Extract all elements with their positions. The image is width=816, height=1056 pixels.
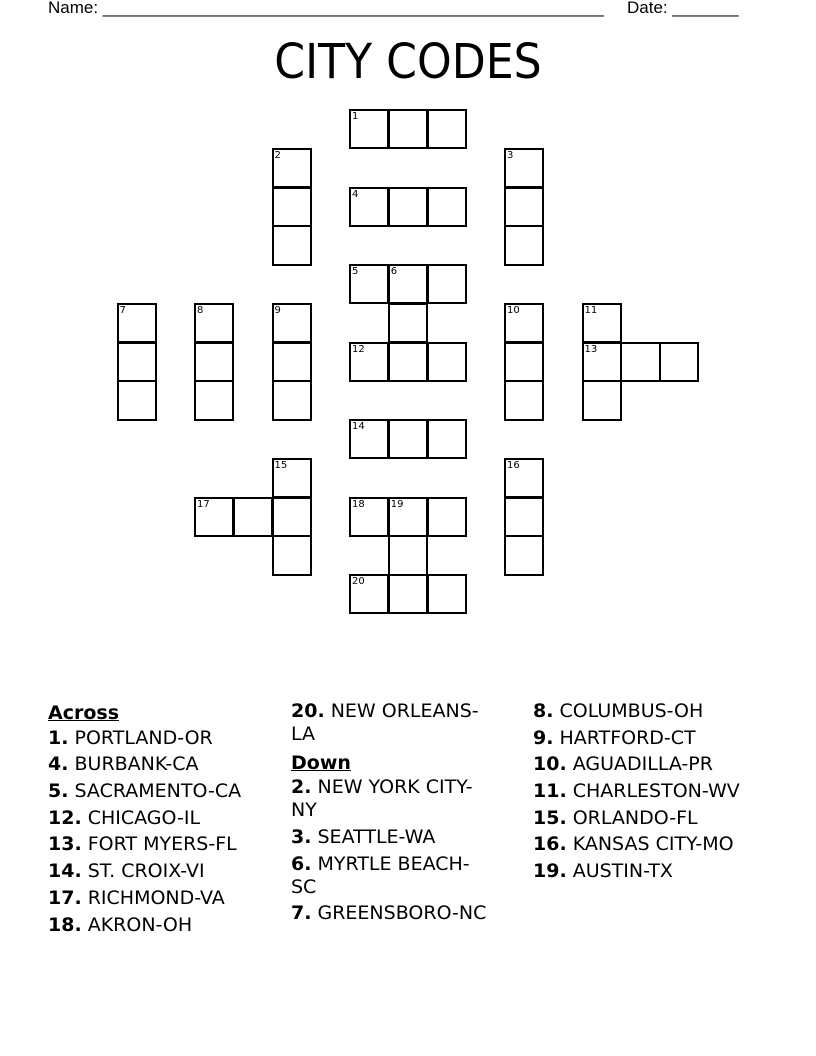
clues-column-2 <box>291 700 491 929</box>
grid-cell[interactable] <box>388 187 428 227</box>
clue-across-14: 14. ST. CROIX-VI <box>48 860 205 883</box>
grid-cell[interactable] <box>504 497 544 537</box>
grid-cell[interactable] <box>504 458 544 498</box>
grid-cell[interactable] <box>272 535 312 575</box>
grid-cell[interactable] <box>272 342 312 382</box>
clue-down-7: 7. GREENSBORO-NC <box>291 902 487 925</box>
clues-column-1 <box>48 700 283 940</box>
grid-cell[interactable] <box>388 109 428 149</box>
clue-across-17: 17. RICHMOND-VA <box>48 886 225 909</box>
grid-cell[interactable] <box>388 535 428 575</box>
clue-down-16: 16. KANSAS CITY-MO <box>533 833 734 856</box>
grid-cell[interactable] <box>388 419 428 459</box>
clue-down-10: 10. AGUADILLA-PR <box>533 753 713 776</box>
grid-cell[interactable] <box>349 264 389 304</box>
clue-number: 11 <box>584 304 598 316</box>
grid-cell[interactable] <box>504 303 544 343</box>
grid-cell[interactable] <box>388 497 428 537</box>
clue-number: 13 <box>584 343 598 355</box>
clue-number: 15 <box>274 459 288 471</box>
name-field[interactable]: Name: _____________________________________________________ <box>48 0 604 17</box>
clue-across-18: 18. AKRON-OH <box>48 913 193 936</box>
grid-cell[interactable] <box>504 187 544 227</box>
clue-number: 10 <box>507 304 520 316</box>
grid-cell[interactable] <box>427 574 467 614</box>
clue-down-6: 6. MYRTLE BEACH-SC <box>291 852 470 898</box>
grid-cell[interactable] <box>117 303 157 343</box>
grid-cell[interactable] <box>349 109 389 149</box>
clue-number: 5 <box>352 266 359 277</box>
grid-cell[interactable] <box>272 187 312 227</box>
grid-cell[interactable] <box>427 264 467 304</box>
clue-number: 20 <box>352 576 365 587</box>
clue-down-15: 15. ORLANDO-FL <box>533 806 698 829</box>
grid-cell[interactable] <box>427 109 467 149</box>
clue-down-9: 9. HARTFORD-CT <box>533 726 696 749</box>
grid-cell[interactable] <box>504 225 544 265</box>
clue-number: 12 <box>352 343 365 355</box>
grid-cell[interactable] <box>272 225 312 265</box>
grid-cell[interactable] <box>388 342 428 382</box>
clue-across-5: 5. SACRAMENTO-CA <box>48 780 242 803</box>
grid-cell[interactable] <box>194 303 234 343</box>
clue-number: 18 <box>352 498 365 510</box>
grid-cell[interactable] <box>272 458 312 498</box>
clue-number: 7 <box>119 304 126 316</box>
grid-cell[interactable] <box>117 342 157 382</box>
grid-cell[interactable] <box>582 303 622 343</box>
clue-down-19: 19. AUSTIN-TX <box>533 860 673 883</box>
clue-number: 4 <box>352 188 359 200</box>
grid-cell[interactable] <box>349 497 389 537</box>
clue-across-4: 4. BURBANK-CA <box>48 753 199 776</box>
grid-cell[interactable] <box>659 342 699 382</box>
clue-number: 8 <box>197 304 204 316</box>
clue-number: 19 <box>390 498 404 510</box>
clue-down-11: 11. CHARLESTON-WV <box>533 780 740 803</box>
clue-number: 14 <box>352 421 365 432</box>
clue-number: 17 <box>197 498 210 510</box>
clue-across-13: 13. FORT MYERS-FL <box>48 833 237 856</box>
grid-cell[interactable] <box>194 342 234 382</box>
clue-down-2: 2. NEW YORK CITY-NY <box>291 776 473 822</box>
grid-cell[interactable] <box>272 497 312 537</box>
grid-cell[interactable] <box>582 380 622 420</box>
page-title: CITY CODES <box>274 34 542 90</box>
grid-cell[interactable] <box>504 535 544 575</box>
grid-cell[interactable] <box>388 574 428 614</box>
grid-cell[interactable] <box>349 419 389 459</box>
date-field[interactable]: Date: _______ <box>627 0 739 17</box>
clue-number: 9 <box>274 304 281 316</box>
clue-number: 16 <box>507 459 520 471</box>
clue-number: 3 <box>507 149 514 161</box>
across-heading: Across <box>48 702 120 724</box>
grid-cell[interactable] <box>620 342 660 382</box>
grid-cell[interactable] <box>349 187 389 227</box>
grid-cell[interactable] <box>194 380 234 420</box>
clues-column-3 <box>533 700 793 887</box>
clue-across-20: 20. NEW ORLEANS-LA <box>291 700 479 745</box>
clue-down-3: 3. SEATTLE-WA <box>291 826 436 849</box>
grid-cell[interactable] <box>504 380 544 420</box>
grid-cell[interactable] <box>272 380 312 420</box>
grid-cell[interactable] <box>349 342 389 382</box>
grid-cell[interactable] <box>427 497 467 537</box>
clue-down-8: 8. COLUMBUS-OH <box>533 700 704 722</box>
clue-number: 6 <box>390 266 398 277</box>
grid-cell[interactable] <box>349 574 389 614</box>
grid-cell[interactable] <box>272 303 312 343</box>
clue-across-1: 1. PORTLAND-OR <box>48 726 213 749</box>
grid-cell[interactable] <box>233 497 273 537</box>
clue-number: 1 <box>352 111 359 122</box>
grid-cell[interactable] <box>117 380 157 420</box>
clue-across-12: 12. CHICAGO-IL <box>48 806 201 829</box>
grid-cell[interactable] <box>272 148 312 188</box>
clue-number: 2 <box>274 149 281 161</box>
grid-cell[interactable] <box>388 303 428 343</box>
grid-cell[interactable] <box>504 148 544 188</box>
grid-cell[interactable] <box>582 342 622 382</box>
grid-cell[interactable] <box>388 264 428 304</box>
grid-cell[interactable] <box>427 187 467 227</box>
grid-cell[interactable] <box>427 419 467 459</box>
grid-cell[interactable] <box>427 342 467 382</box>
grid-cell[interactable] <box>194 497 234 537</box>
down-heading: Down <box>291 751 351 774</box>
grid-cell[interactable] <box>504 342 544 382</box>
